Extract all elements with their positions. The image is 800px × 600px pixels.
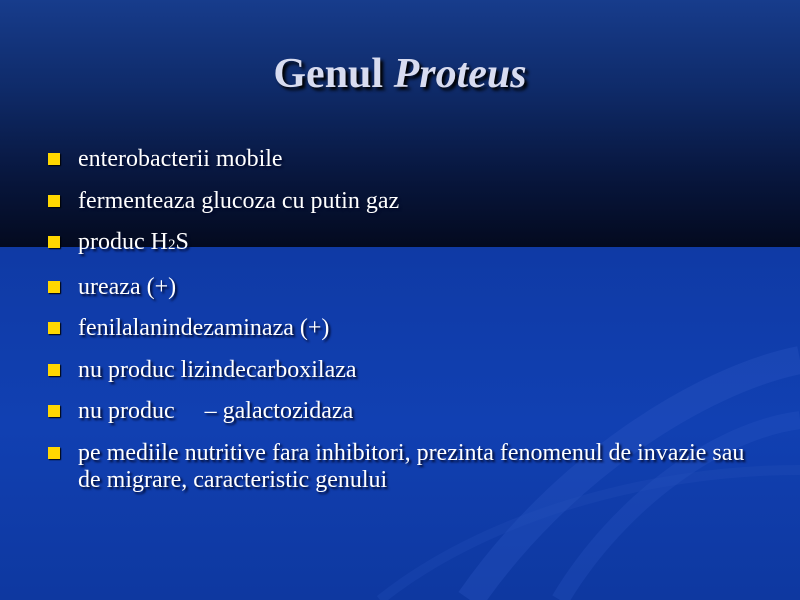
- bullet-text-subscript: 2: [167, 237, 176, 253]
- bullet-text: ureaza (+): [78, 273, 177, 300]
- square-bullet-icon: [48, 236, 60, 248]
- bullet-text: fermenteaza glucoza cu putin gaz: [78, 187, 400, 214]
- bullet-item: [48, 357, 748, 384]
- bullet-item: [48, 229, 748, 259]
- bullet-text-after: S: [175, 229, 189, 255]
- bullet-text: pe mediile nutritive fara inhibitori, prezinta fenomenul de invazie sau de migrare, caracteristic genului: [78, 439, 745, 493]
- bullet-item: [48, 188, 748, 215]
- bullet-text: nu produc lizindecarboxilaza: [78, 356, 357, 383]
- square-bullet-icon: [48, 281, 60, 293]
- square-bullet-icon: [48, 322, 60, 334]
- title-regular: Genul: [273, 51, 384, 97]
- bullet-item: [48, 398, 748, 425]
- bullet-text: fenilalanindezaminaza (+): [78, 315, 330, 341]
- bullet-item: [48, 315, 748, 342]
- bullet-list: [48, 146, 748, 508]
- square-bullet-icon: [48, 153, 60, 165]
- square-bullet-icon: [48, 405, 60, 417]
- bullet-text-before: produc H: [78, 229, 168, 255]
- square-bullet-icon: [48, 447, 60, 459]
- bullet-text: nu produc – galactozidaza: [78, 398, 354, 424]
- bullet-item: [48, 440, 748, 494]
- square-bullet-icon: [48, 364, 60, 376]
- title-italic: Proteus: [393, 51, 527, 97]
- bullet-text: enterobacterii mobile: [78, 146, 283, 172]
- slide-title: [0, 50, 800, 98]
- square-bullet-icon: [48, 195, 60, 207]
- bullet-item: [48, 146, 748, 173]
- bullet-text: [78, 229, 189, 255]
- bullet-item: [48, 274, 748, 301]
